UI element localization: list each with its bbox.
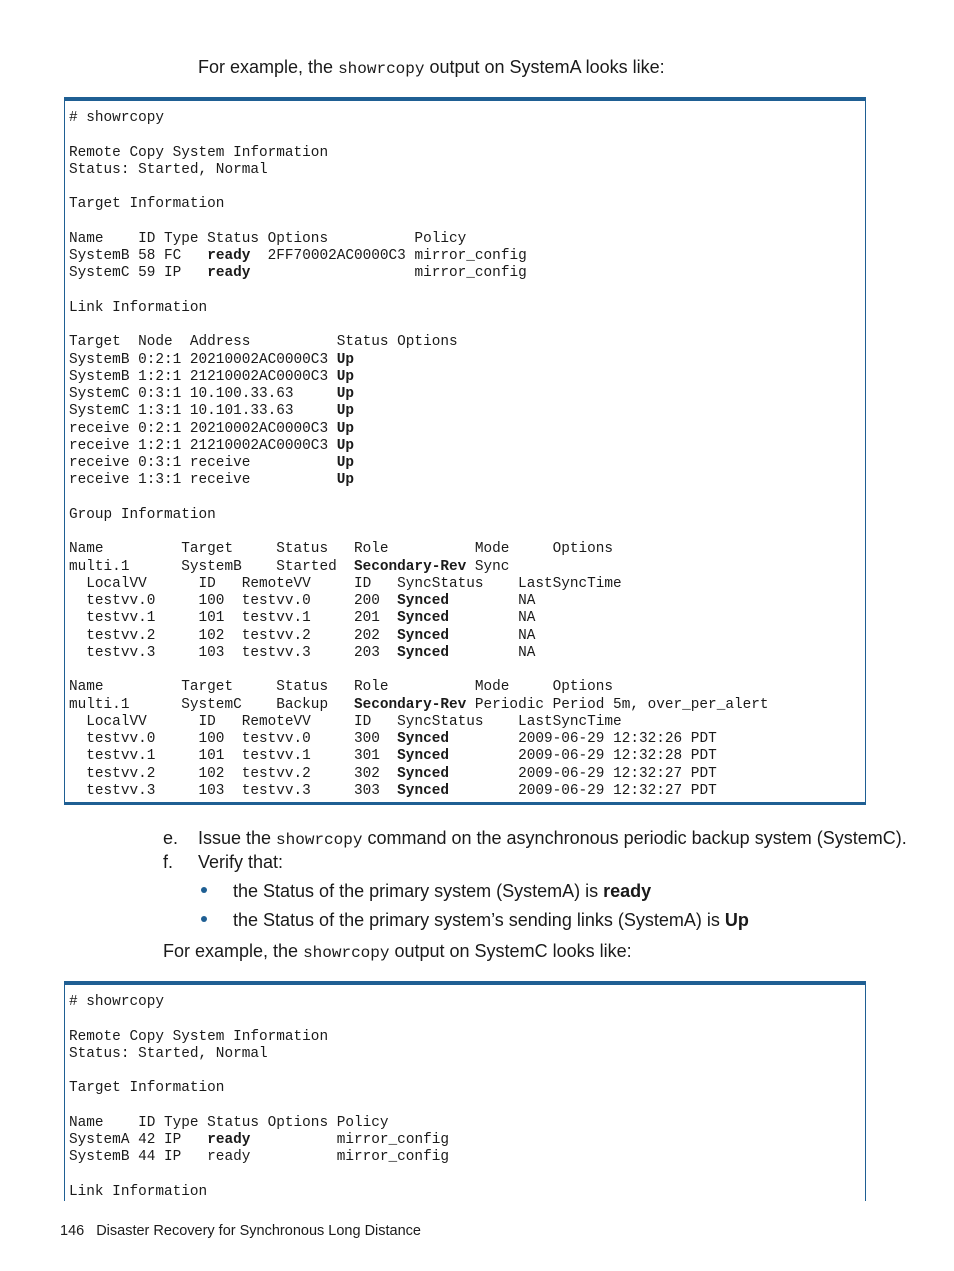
intro-c-after: output on SystemC looks like: <box>389 941 632 961</box>
code-bold-token: Secondary-Rev <box>353 696 467 713</box>
code-bold-token: Synced <box>397 765 449 782</box>
intro-c-command: showrcopy <box>303 944 390 962</box>
bullet-item-ready <box>233 880 651 902</box>
intro-paragraph-systema <box>198 56 665 80</box>
code-bold-token: ready <box>207 1132 251 1148</box>
code-bold-token: Secondary-Rev <box>353 558 467 575</box>
intro-paragraph-systemc <box>163 940 632 964</box>
step-e-after: command on the asynchronous periodic backup system (SystemC). <box>362 828 907 848</box>
step-e-text <box>198 827 907 851</box>
code-bold-token: Synced <box>397 748 449 765</box>
step-f-text: Verify that: <box>198 852 284 872</box>
bullet-1-text: the Status of the primary system (SystemA) is <box>233 881 604 901</box>
code-block-systemc-text: # showrcopy Remote Copy System Information Status: Started, Normal Target Information Name ID Type Status Options Policy SystemA 42 IP ready mirror_config SystemB 44 IP ready mirror_config Link Information <box>69 994 449 1200</box>
step-e-command: showrcopy <box>276 831 363 849</box>
code-bold-token: ready <box>207 248 251 264</box>
bullet-1-bold: ready <box>603 881 652 901</box>
bullet-2-bold: Up <box>724 910 749 930</box>
code-bold-token: Up <box>336 420 354 437</box>
code-bold-token: Synced <box>397 627 449 644</box>
code-block-systemc <box>64 981 866 1201</box>
intro-a-before: For example, the <box>198 57 339 77</box>
code-bold-token: Synced <box>397 782 449 799</box>
code-block-systema <box>64 97 866 805</box>
bullet-dot-icon <box>201 916 207 922</box>
code-bold-token: Up <box>336 437 354 454</box>
code-bold-token: Synced <box>397 644 449 661</box>
code-bold-token: Up <box>336 368 354 385</box>
chapter-title: Disaster Recovery for Synchronous Long Distance <box>96 1223 421 1239</box>
code-bold-token: Synced <box>397 731 449 747</box>
intro-a-command: showrcopy <box>338 60 425 78</box>
intro-c-before: For example, the <box>163 941 304 961</box>
page-footer <box>60 1222 421 1240</box>
bullet-item-up <box>233 909 749 931</box>
bullet-dot-icon <box>201 887 207 893</box>
code-bold-token: Up <box>336 351 354 368</box>
page-number: 146 <box>60 1223 85 1239</box>
code-block-systema-text: # showrcopy Remote Copy System Information Status: Started, Normal Target Information Name ID Type Status Options Policy SystemB 58 FC ready 2FF70002AC0000C3 mirror_config SystemC 59 IP ready mirror_config Link Information Target Node Address Status Options SystemB 0:2:1 20210002AC0000C3 Up SystemB 1:2:1 21210002AC0000C3 Up SystemC 0:3:1 10.100.33.63 Up SystemC 1:3:1 10.101.33.63 Up receive 0:2:1 20210002AC0000C3 Up receive 1:2:1 21210002AC0000C3 Up receive 0:3:1 receive Up receive 1:3:1 receive Up Group Information Name Target Status Role Mode Options multi.1 SystemB Started Secondary-Rev Sync LocalVV ID RemoteVV ID SyncStatus LastSyncTime testvv.0 100 testvv.0 200 Synced NA testvv.1 101 testvv.1 201 Synced NA testvv.2 102 testvv.2 202 Synced NA testvv.3 103 testvv.3 203 Synced NA Name Target Status Role Mode Options multi.1 SystemC Backup Secondary-Rev Periodic Period 5m, over_per_alert LocalVV ID RemoteVV ID SyncStatus LastSyncTime testvv.0 100 testvv.0 300 Synced 2009-06-29 12:32:26 PDT testvv.1 101 testvv.1 301 Synced 2009-06-29 12:32:28 PDT testvv.2 102 testvv.2 302 Synced 2009-06-29 12:32:27 PDT testvv.3 103 testvv.3 303 Synced 2009-06-29 12:32:27 PDT <box>69 110 769 799</box>
code-bold-token: Synced <box>397 610 449 627</box>
code-bold-token: Up <box>336 386 354 402</box>
step-e-before: Issue the <box>198 828 277 848</box>
intro-a-after: output on SystemA looks like: <box>424 57 665 77</box>
step-f-label: f. <box>163 852 174 872</box>
code-bold-token: Synced <box>397 593 449 609</box>
bullet-2-text: the Status of the primary system’s sending links (SystemA) is <box>233 910 725 930</box>
step-e-label: e. <box>163 828 179 848</box>
code-bold-token: Up <box>336 472 354 489</box>
code-bold-token: ready <box>207 265 251 282</box>
code-bold-token: Up <box>336 403 354 420</box>
code-bold-token: Up <box>336 455 354 471</box>
